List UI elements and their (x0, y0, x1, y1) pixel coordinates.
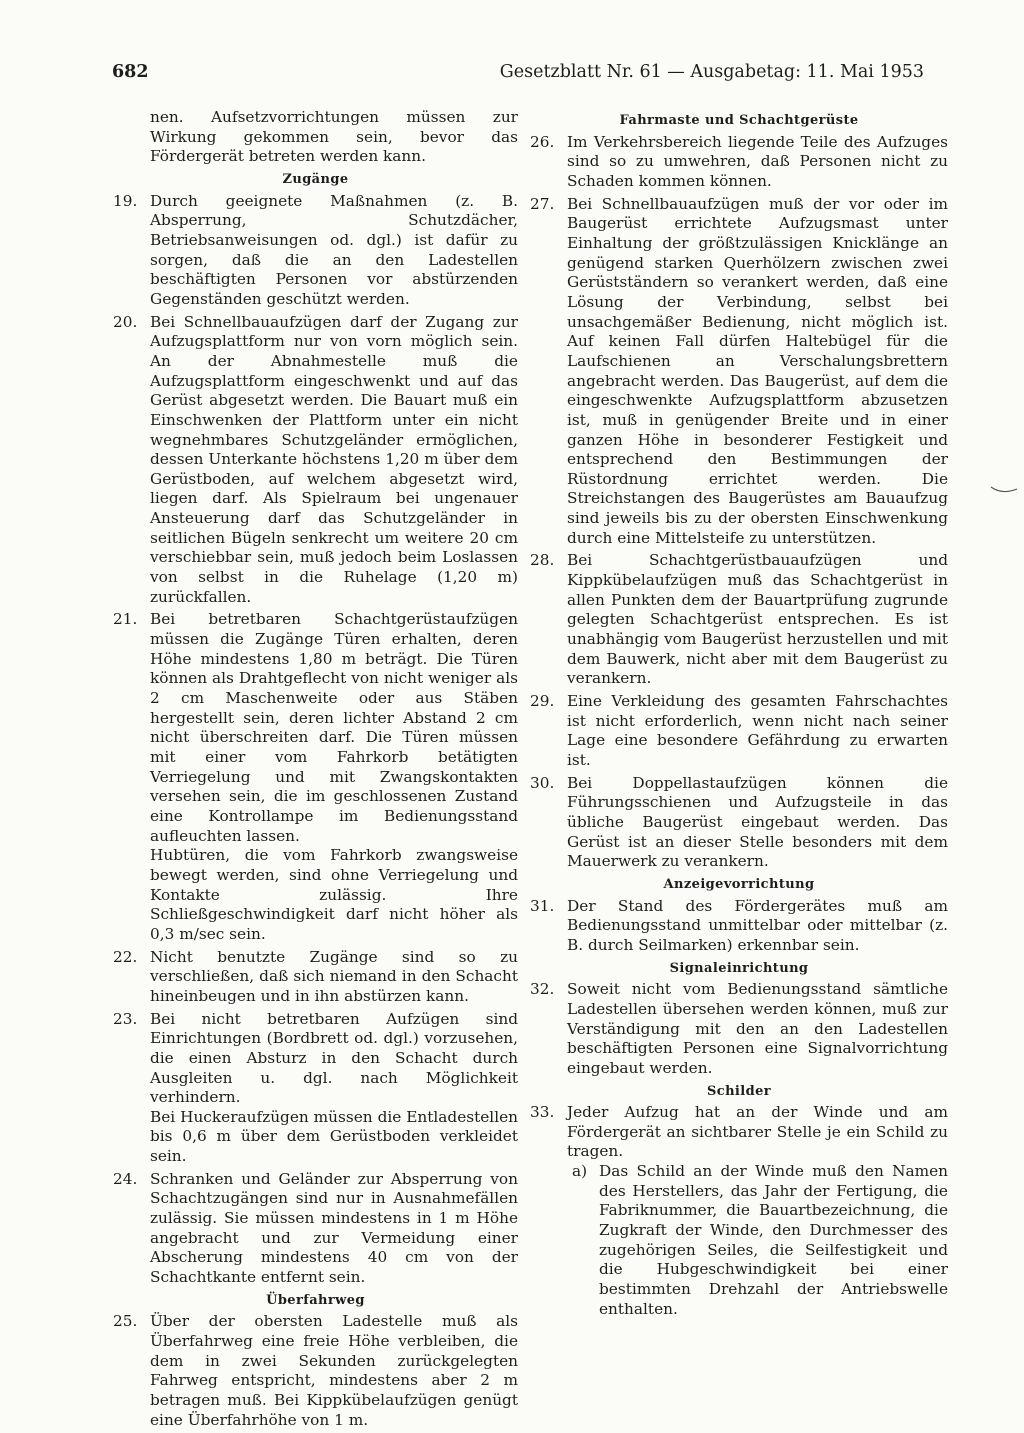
section-heading-signaleinrichtung: Signaleinrichtung (669, 960, 809, 976)
paragraph-text: Soweit nicht vom Bedienungsstand sämtliche Ladestellen übersehen werden können, muß zur Verständigung mit den an den Ladestellen beschäftigten Personen eine Signalvorrichtung eingebaut werden. (567, 980, 948, 1077)
paragraph-text: Der Stand des Fördergerätes muß am Bedienungsstand unmittelbar oder mittelbar (z. B. durch Seilmarken) erkennbar sein. (567, 896, 948, 954)
paragraph-text: Bei Schnellbauaufzügen darf der Zugang zur Aufzugsplattform nur von vorn möglich sein. An der Abnahmestelle muß die Aufzugsplattform eingeschwenkt und auf das Gerüst abgesetzt werden. Die Bauart muß ein Einschwenken der Plattform unter ein nicht wegnehmbares Schutzgeländer ermöglichen, dessen Unterkante höchstens 1,20 m über dem Gerüstboden, auf welchem abgesetzt wird, liegen darf. Als Spielraum bei ungenauer Ansteuerung darf das Schutzgeländer in seitlichen Bügeln senkrecht um weitere 20 cm verschiebbar sein, muß jedoch beim Loslassen von selbst in die Ruhelage (1,20 m) zurückfallen. (150, 312, 518, 606)
section-heading-zugaenge: Zugänge (282, 171, 349, 187)
paragraph-number: 26. (530, 132, 555, 151)
subparagraph-marker: a) (572, 1162, 588, 1181)
paragraph-number: 28. (530, 551, 555, 570)
paragraph-text: Im Verkehrsbereich liegende Teile des Aufzuges sind so zu umwehren, daß Personen nicht zu Schaden kommen können. (567, 132, 948, 190)
margin-pencil-mark (990, 483, 1018, 497)
paragraph-25 (113, 1312, 518, 1430)
paragraph-33 (530, 1103, 948, 1319)
section-heading-ueberfahrweg: Überfahrweg (266, 1292, 365, 1308)
paragraph-29 (530, 692, 948, 771)
pencil-stroke (991, 487, 1017, 492)
paragraph-number: 21. (113, 610, 138, 629)
paragraph-number: 19. (113, 191, 138, 210)
paragraph-text: Bei Doppellastaufzügen können die Führungsschienen und Aufzugsteile in das übliche Baugerüst eingebaut werden. Das Gerüst ist an dieser Stelle besonders mit dem Mauerwerk zu verankern. (567, 773, 948, 871)
paragraph-20 (113, 313, 518, 608)
paragraph-number: 31. (530, 896, 555, 915)
paragraph-text: Bei Schnellbauaufzügen muß der vor oder im Baugerüst errichtete Aufzugsmast unter Einhaltung der größtzulässigen Knicklänge an genügend starken Querhölzern zwischen zwei Gerüstständern so verankert werden, daß eine Lösung der Verbindung, selbst bei unsachgemäßer Bedienung, nicht möglich ist. Auf keinen Fall dürfen Haltebügel für die Laufschienen an Verschalungsbrettern angebracht werden. Das Baugerüst, auf dem die eingeschwenkte Aufzugsplattform abzusetzen ist, muß in genügender Breite und in einer ganzen Höhe in besonderer Festigkeit und entsprechend den Bestimmungen der Rüstordnung errichtet werden. Die Streichstangen des Baugerüstes am Bauaufzug sind jeweils bis zu der obersten Einschwenkung durch eine Mittelsteife zu unterstützen. (567, 194, 948, 547)
section-heading-schilder: Schilder (706, 1083, 772, 1099)
section-heading-anzeigevorrichtung: Anzeigevorrichtung (663, 876, 815, 892)
paragraph-number: 23. (113, 1009, 138, 1028)
paragraph-number: 27. (530, 194, 555, 213)
paragraph-extra-text: Hubtüren, die vom Fahrkorb zwangsweise bewegt werden, sind ohne Verriegelung und Kontakte zulässig. Ihre Schließgeschwindigkeit darf nicht höher als 0,3 m/sec sein. (150, 846, 518, 943)
paragraph-26 (530, 133, 948, 192)
paragraph-31 (530, 897, 948, 956)
subparagraph-text: Das Schild an der Winde muß den Namen des Herstellers, das Jahr der Fertigung, die Fabriknummer, die Bauartbezeichnung, die Zugkraft der Winde, den Durchmesser des zugehörigen Seiles, die Seilfestigkeit und die Hubgeschwindigkeit bei einer bestimmten Drehzahl der Antriebswelle enthalten. (599, 1162, 948, 1318)
paragraph-number: 29. (530, 692, 555, 711)
paragraph-number: 25. (113, 1312, 138, 1331)
paragraph-number: 24. (113, 1169, 138, 1188)
paragraph-text: Bei Schachtgerüstbauaufzügen und Kippkübelaufzügen muß das Schachtgerüst in allen Punkten dem der Bauartprüfung zugrunde gelegten Schachtgerüst entsprechen. Es ist unabhängig vom Baugerüst herzustellen und mit dem Bauwerk, nicht aber mit dem Baugerüst zu verankern. (567, 551, 948, 688)
continuation-text: nen. Aufsetzvorrichtungen müssen zur Wirkung gekommen sein, bevor das Fördergerät betreten werden kann. (150, 108, 518, 166)
paragraph-text: Durch geeignete Maßnahmen (z. B. Absperrung, Schutzdächer, Betriebsanweisungen od. dgl.) ist dafür zu sorgen, daß die an den Ladestellen beschäftigten Personen vor abstürzenden Gegenständen geschützt werden. (150, 191, 518, 308)
paragraph-23 (113, 1010, 518, 1167)
paragraph-text: Über der obersten Ladestelle muß als Überfahrweg eine freie Höhe verbleiben, die dem in zwei Sekunden zurückgelegten Fahrweg entspricht, mindestens aber 2 m betragen muß. Bei Kippkübelaufzügen genügt eine Überfahrhöhe von 1 m. (150, 1312, 518, 1429)
paragraph-32 (530, 980, 948, 1078)
paragraph-27 (530, 195, 948, 549)
page-number: 682 (112, 62, 149, 82)
paragraph-text: Eine Verkleidung des gesamten Fahrschachtes ist nicht erforderlich, wenn nicht nach seiner Lage eine besondere Gefährdung zu erwarten ist. (567, 692, 948, 769)
right-column (530, 108, 948, 1322)
running-title: Gesetzblatt Nr. 61 — Ausgabetag: 11. Mai 1953 (499, 62, 924, 82)
paragraph-text: Nicht benutzte Zugänge sind so zu verschließen, daß sich niemand in den Schacht hineinbeugen und in ihn abstürzen kann. (150, 947, 518, 1005)
paragraph-text: Jeder Aufzug hat an der Winde und am Fördergerät an sichtbarer Stelle je ein Schild zu tragen. (567, 1103, 948, 1161)
paragraph-number: 33. (530, 1103, 555, 1122)
paragraph-28 (530, 551, 948, 689)
paragraph-number: 20. (113, 312, 138, 331)
paragraph-extra-text: Bei Huckeraufzügen müssen die Entladestellen bis 0,6 m über dem Gerüstboden verkleidet sein. (150, 1107, 518, 1166)
subparagraph-a (567, 1162, 948, 1319)
paragraph-number: 22. (113, 947, 138, 966)
paragraph-text: Bei betretbaren Schachtgerüstaufzügen müssen die Zugänge Türen erhalten, deren Höhe mindestens 1,80 m beträgt. Die Türen können als Drahtgeflecht von nicht weniger als 2 cm Maschenweite oder aus Stäben hergestellt sein, deren lichter Abstand 2 cm nicht überschreiten darf. Die Türen müssen mit einer vom Fahrkorb betätigten Verriegelung und mit Zwangskontakten versehen sein, die im geschlossenen Zustand eine Kontrollampe im Bedienungsstand aufleuchten lassen. (150, 610, 518, 845)
paragraph-text: Bei nicht betretbaren Aufzügen sind Einrichtungen (Bordbrett od. dgl.) vorzusehen, die einen Absturz in den Schacht durch Ausgleiten u. dgl. nach Möglichkeit verhindern. (150, 1009, 518, 1107)
page-header (112, 62, 924, 88)
paragraph-30 (530, 774, 948, 872)
paragraph-number: 32. (530, 980, 555, 999)
paragraph-24 (113, 1170, 518, 1288)
paragraph-text: Schranken und Geländer zur Absperrung von Schachtzugängen sind nur in Ausnahmefällen zulässig. Sie müssen mindestens in 1 m Höhe angebracht und zur Vermeidung einer Abscherung mindestens 40 cm von der Schachtkante entfernt sein. (150, 1169, 518, 1287)
paragraph-19 (113, 192, 518, 310)
paragraph-number: 30. (530, 773, 555, 792)
paragraph-21 (113, 610, 518, 944)
left-column (113, 108, 518, 1433)
section-heading-fahrmaste: Fahrmaste und Schachtgerüste (619, 113, 859, 128)
paragraph-22 (113, 948, 518, 1007)
